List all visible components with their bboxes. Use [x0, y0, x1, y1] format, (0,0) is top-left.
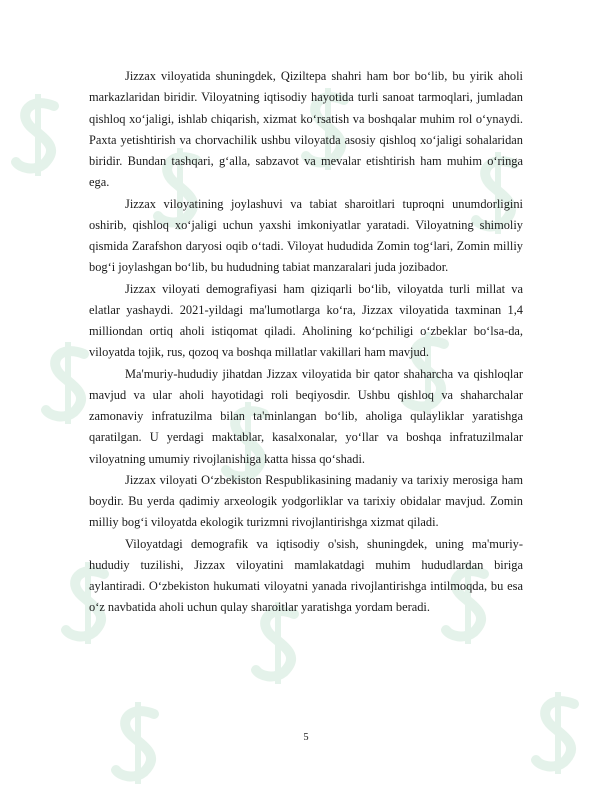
watermark-icon [10, 92, 70, 178]
paragraph: Jizzax viloyatining joylashuvi va tabiat sharoitlari tuproqni unumdorligini oshirib, qishloq xo‘jaligi uchun yaxshi imkoniyatlar yaratadi. Viloyatning shimoliy qismida Zarafshon daryosi oqib o‘tadi. Viloyat hududida Zomin tog‘lari, Zomin milliy bog‘i joylashgan bo‘lib, bu hududning tabiat manzaralari juda jozibador. [89, 196, 523, 275]
paragraph: Ma'muriy-hududiy jihatdan Jizzax viloyatida bir qator shaharcha va qishloqlar mavjud va ular aholi hayotidagi roli beqiyosdir. Ushbu qishloq va shaharchalar zamonaviy infratuzilma bilan ta'minlangan bo‘lib, aholiga qulayliklar yaratishga qaratilgan. U yerdagi maktablar, kasalxonalar, yo‘llar va boshqa infratuzilmalar viloyatning umumiy rivojlanishiga katta hissa qo‘shadi. [89, 366, 523, 466]
paragraph: Jizzax viloyati demografiyasi ham qiziqarli bo‘lib, viloyatda turli millat va elatlar yashaydi. 2021-yildagi ma'lumotlarga ko‘ra, Jizzax viloyatida taxminan 1,4 milliondan ortiq aholi istiqomat qiladi. Aholining ko‘pchiligi o‘zbeklar bo‘lsa-da, viloyatda tojik, rus, qozoq va boshqa millatlar vakillari ham mavjud. [89, 281, 523, 360]
page-number: 5 [303, 732, 309, 743]
paragraph: Jizzax viloyati O‘zbekiston Respublikasining madaniy va tarixiy merosiga ham boydir. Bu yerda qadimiy arxeologik yodgorliklar va tarixiy obidalar mavjud. Zomin milliy bog‘i viloyatda ekologik turizmni rivojlantirishga xizmat qiladi. [89, 472, 523, 530]
paragraph: Viloyatdagi demografik va iqtisodiy o'sish, shuningdek, uning ma'muriy-hududiy tuzilishi, Jizzax viloyatini mamlakatdagi muhim hududlardan biriga aylantiradi. O‘zbekiston hukumati viloyatni yanada rivojlantirishga intilmoqda, bu esa o‘z navbatida aholi uchun qulay sharoitlar yaratishga yordam beradi. [89, 536, 523, 615]
document-body [89, 66, 523, 619]
paragraph: Jizzax viloyatida shuningdek, Qiziltepa shahri ham bor bo‘lib, bu yirik aholi markazlaridan biridir. Viloyatning iqtisodiy hayotida turli sanoat tarmoqlari, jumladan qishloq xo‘jaligi, ishlab chiqarish, xizmat ko‘rsatish va boshqalar muhim rol o‘ynaydi. Paxta yetishtirish va chorvachilik ushbu viloyatda asosiy qishloq xo‘jaligi sohalaridan biridir. Bundan tashqari, g‘alla, sabzavot va mevalar etishtirish ham muhim o‘ringa ega. [89, 69, 523, 190]
watermark-icon [110, 700, 170, 786]
